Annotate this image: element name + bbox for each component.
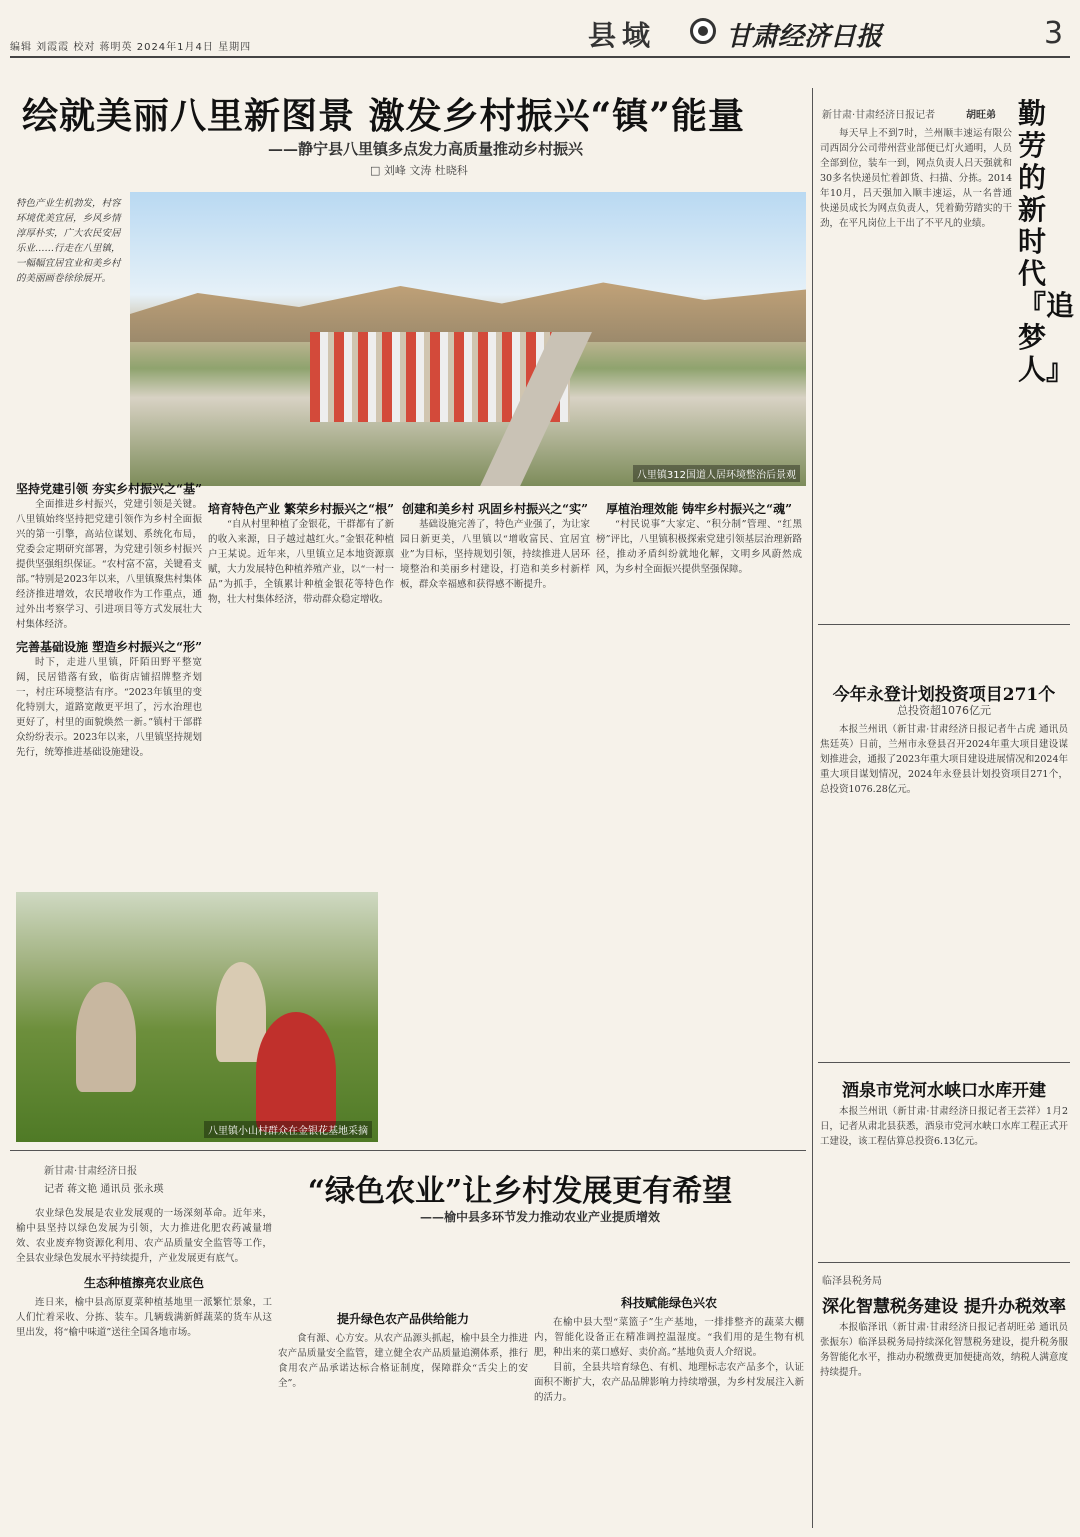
- box1-subtitle: 总投资超1076亿元: [897, 704, 991, 717]
- photo-honeysuckle-pickers: [16, 892, 378, 1142]
- box1-text: 本报兰州讯（新甘肃·甘肃经济日报记者牛占虎 通讯员焦廷英）日前，兰州市永登县召开2024年重大项目建设谋划推进会，通报了2023年重大项目建设进展情况和2024年重大项目谋划情况，2024年永登县计划投资项目271个，总投资1076.28亿元。: [820, 724, 1068, 795]
- divider: [818, 1262, 1070, 1263]
- box1-body: [820, 722, 1068, 1052]
- story2-sec2-title: 提升绿色农产品供给能力: [336, 1312, 469, 1326]
- story1-col1: [16, 480, 202, 880]
- newspaper-logo-icon: [690, 18, 716, 44]
- story2-tag: 新甘肃·甘肃经济日报: [44, 1166, 138, 1177]
- story2-headline: “绿色农业”让乡村发展更有希望: [307, 1174, 733, 1209]
- box2-text: 本报兰州讯（新甘肃·甘肃经济日报记者王芸祥）1月2日，记者从肃北县获悉，酒泉市党河水峡口水库工程正式开工建设，该工程估算总投资6.13亿元。: [820, 1106, 1068, 1147]
- photo1-caption: 八里镇312国道人居环境整治后景观: [633, 465, 800, 482]
- story2-subhead: ——榆中县多环节发力推动农业产业提质增效: [420, 1210, 661, 1224]
- story2-reporters: 记者 蒋文艳 通讯员 张永瑛: [44, 1184, 164, 1195]
- box3-text: 本报临泽讯（新甘肃·甘肃经济日报记者胡旺弟 通讯员张振东）临泽县税务局持续深化智慧税务建设，提升税务服务智能化水平，推动办税缴费更加便捷高效，纳税人满意度持续提升。: [820, 1322, 1068, 1378]
- story2-text-e: 目前，全县共培育绿色、有机、地理标志农产品多个，认证面积不断扩大，农产品品牌影响力持续增强，为乡村发展注入新的活力。: [534, 1362, 804, 1403]
- newspaper-name: 甘肃经济日报: [726, 22, 883, 52]
- box3-tag: 临泽县税务局: [822, 1276, 882, 1287]
- box3-body: [820, 1320, 1068, 1530]
- story1-sec1-text: 全面推进乡村振兴，党建引领是关键。八里镇始终坚持把党建引领作为乡村全面振兴的第一引擎，高站位谋划、系统化布局，党委会定期研究部署，为党建引领乡村振兴提供坚强组织保证。“农村富不富，关键看支部。”特别是2023年以来，八里镇聚焦村集体经济推进增效，农民增收作为工作重点，通过外出考察学习、引进项目等方式发展壮大村集体经济。: [16, 499, 202, 630]
- story2-sec3-title: 科技赋能绿色兴农: [620, 1296, 717, 1310]
- story1-sec4-text: 基础设施完善了，特色产业强了，为让家园日新更美，八里镇以“增收富民、宜居宜业”为目标，坚持规划引领，持续推进人居环境整治和美丽乡村建设，打造和美乡村新样板，群众幸福感和获得感不断提升。: [400, 519, 590, 590]
- story1-sec2-text: 时下，走进八里镇，阡陌田野平整宽阔，民居错落有致，临街店铺招牌整齐划一，村庄环境整洁有序。“2023年镇里的变化特别大，道路宽敞更平坦了，污水治理也更好了，村里的面貌焕然一新。”镇村干部群众纷纷表示。2023年以来，八里镇坚持规划先行，统筹推进基础设施建设。: [16, 657, 202, 758]
- box3-title: 深化智慧税务建设 提升办税效率: [822, 1297, 1066, 1317]
- editors-line: 编辑 刘霞霞 校对 蒋明英 2024年1月4日 星期四: [10, 42, 252, 53]
- box1-title: 今年永登计划投资项目271个: [832, 685, 1056, 705]
- sidebar-text: 每天早上不到7时，兰州顺丰速运有限公司西固分公司带州营业部便已灯火通明，人员全部到位，装车一到，网点负责人吕天强就和30多名快递员忙着卸货、扫描、分拣。2014年10月，吕天强加入顺丰速运，从一名普通快递员成长为网点负责人，凭着勤劳踏实的干劲，在平凡岗位上干出了不平凡的业绩。: [820, 128, 1012, 229]
- story2-text-b: 连日来，榆中县高原夏菜种植基地里一派繁忙景象，工人们忙着采收、分拣、装车。几辆载满新鲜蔬菜的货车从这里出发，将“榆中味道”送往全国各地市场。: [16, 1297, 272, 1338]
- photo-village-aerial: [130, 192, 806, 486]
- story1-headline: 绘就美丽八里新图景 激发乡村振兴“镇”能量: [22, 95, 745, 137]
- story2-col3: [534, 1244, 804, 1534]
- box2-title: 酒泉市党河水峡口水库开建: [842, 1081, 1046, 1101]
- section-name: 县域: [588, 19, 657, 52]
- story1-sec3-text: “自从村里种植了金银花，干群都有了新的收入来源，日子越过越红火。”金银花种植户王某说。近年来，八里镇立足本地资源禀赋，大力发展特色种植养殖产业，以“一村一品”为抓手，全镇累计种植金银花等特色作物，壮大村集体经济，带动群众稳定增收。: [208, 519, 394, 605]
- photo-person: [256, 1012, 336, 1132]
- story1-lead: 特色产业生机勃发，村容环境优美宜居，乡风乡情淳厚朴实，广大农民安居乐业……行走在八里镇，一幅幅宜居宜业和美乡村的美丽画卷徐徐展开。: [16, 198, 121, 284]
- sidebar-vertical-title: 勤劳的新时代『追梦人』: [1018, 97, 1075, 386]
- sidebar-story: [820, 126, 1012, 616]
- story1-sec5-title: 厚植治理效能 铸牢乡村振兴之“魂”: [606, 502, 792, 516]
- divider: [818, 624, 1070, 625]
- photo-person: [76, 982, 136, 1092]
- divider: [818, 1062, 1070, 1063]
- page-number: 3: [1044, 16, 1064, 51]
- story1-col3: [400, 500, 590, 1120]
- story1-subhead: ——静宁县八里镇多点发力高质量推动乡村振兴: [268, 140, 584, 158]
- sidebar-tag: 新甘肃·甘肃经济日报记者: [822, 110, 936, 121]
- story2-text-a: 农业绿色发展是农业发展观的一场深刻革命。近年来，榆中县坚持以绿色发展为引领，大力推进化肥农药减量增效、农业废弃物资源化利用、农产品质量安全监管等工作，全县农业绿色发展水平持续提升，产业发展更有底气。: [16, 1208, 272, 1264]
- divider: [10, 1150, 806, 1151]
- story2-text-c: 食有源、心方安。从农产品源头抓起，榆中县全力推进农产品质量安全监管，建立健全农产品质量追溯体系，推行食用农产品承诺达标合格证制度，保障群众“舌尖上的安全”。: [278, 1333, 528, 1389]
- story1-sec3-title: 培育特色产业 繁荣乡村振兴之“根”: [208, 502, 394, 516]
- story1-sec2-title: 完善基础设施 塑造乡村振兴之“形”: [16, 640, 202, 654]
- story2-col1: [16, 1206, 272, 1531]
- sidebar-divider: [812, 88, 813, 1528]
- photo2-caption: 八里镇小山村群众在金银花基地采摘: [204, 1121, 372, 1138]
- box2-body: [820, 1104, 1068, 1254]
- story2-text-d: 在榆中县大型“菜篮子”生产基地，一排排整齐的蔬菜大棚内，智能化设备正在精准调控温湿度。“我们用的是生物有机肥，种出来的菜口感好、卖价高。”基地负责人介绍说。: [534, 1317, 804, 1358]
- sidebar-reporter: 胡旺弟: [966, 110, 996, 121]
- story1-sec4-title: 创建和美乡村 巩固乡村振兴之“实”: [402, 502, 588, 516]
- story1-col2: [208, 500, 394, 880]
- story1-sec1-title: 坚持党建引领 夯实乡村振兴之“基”: [16, 482, 202, 496]
- story1-col4: [596, 500, 802, 1120]
- story1-byline: □ 刘峰 文涛 杜晓科: [370, 164, 468, 177]
- story1-sec5-text: “村民说事”大家定、“积分制”管理、“红黑榜”评比，八里镇积极探索党建引领基层治理新路径，推动矛盾纠纷就地化解，文明乡风蔚然成风，为乡村全面振兴提供坚强保障。: [596, 519, 802, 575]
- story2-sec1-title: 生态种植擦亮农业底色: [83, 1276, 204, 1290]
- story2-col2: [278, 1244, 528, 1534]
